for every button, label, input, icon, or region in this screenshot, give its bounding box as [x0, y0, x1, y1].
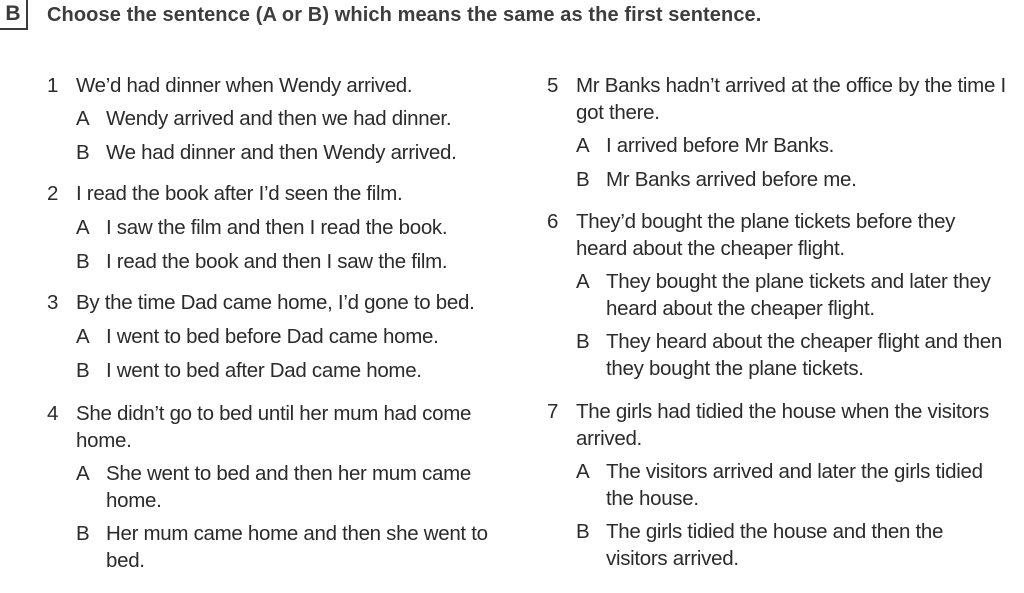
exercise-header	[0, 0, 1024, 34]
question-text: They’d bought the plane tickets before they heard about the cheaper flight.	[576, 210, 956, 260]
question-6	[547, 208, 1007, 382]
question-5	[547, 72, 1007, 193]
question-text: The girls had tidied the house when the visitors arrived.	[576, 400, 989, 450]
option-a	[576, 268, 1007, 322]
option-letter: B	[76, 250, 90, 273]
option-text: She went to bed and then her mum came home.	[106, 462, 471, 512]
question-number: 4	[47, 402, 59, 425]
question-text: I read the book after I’d seen the film.	[76, 182, 403, 205]
question-number: 1	[47, 74, 59, 97]
option-letter: A	[76, 216, 90, 239]
question-number: 5	[547, 74, 559, 97]
option-b	[576, 328, 1007, 382]
question-stem	[47, 180, 527, 207]
option-text: They bought the plane tickets and later they heard about the cheaper flight.	[606, 270, 991, 320]
option-text: I read the book and then I saw the film.	[106, 250, 448, 273]
question-2	[47, 180, 527, 275]
option-text: Mr Banks arrived before me.	[606, 168, 857, 191]
option-letter: B	[576, 520, 590, 543]
option-a	[76, 214, 527, 241]
option-b	[576, 518, 1007, 572]
option-text: The visitors arrived and later the girls tidied the house.	[606, 460, 983, 510]
question-1	[47, 72, 527, 166]
question-text: She didn’t go to bed until her mum had come home.	[76, 402, 472, 452]
option-letter: B	[576, 168, 590, 191]
option-letter: B	[76, 522, 90, 545]
option-text: I went to bed after Dad came home.	[106, 359, 422, 382]
question-3	[47, 289, 527, 384]
option-letter: A	[576, 270, 590, 293]
option-letter: A	[76, 107, 90, 130]
option-b	[76, 357, 527, 384]
question-stem	[47, 289, 527, 316]
question-text: We’d had dinner when Wendy arrived.	[76, 74, 413, 97]
option-b	[76, 248, 527, 275]
question-number: 2	[47, 182, 59, 205]
question-number: 6	[547, 210, 559, 233]
option-text: I went to bed before Dad came home.	[106, 325, 439, 348]
option-text: The girls tidied the house and then the visitors arrived.	[606, 520, 944, 570]
option-a	[576, 132, 1007, 159]
question-stem	[547, 72, 1007, 126]
left-column	[47, 72, 527, 574]
question-number: 3	[47, 291, 59, 314]
option-letter: B	[576, 330, 590, 353]
option-a	[76, 105, 527, 132]
option-letter: A	[76, 462, 90, 485]
question-number: 7	[547, 400, 559, 423]
question-text: Mr Banks hadn’t arrived at the office by the time I got there.	[576, 74, 1006, 124]
option-letter: B	[76, 141, 90, 164]
option-text: Wendy arrived and then we had dinner.	[106, 107, 452, 130]
question-stem	[47, 72, 527, 99]
instruction-text: Choose the sentence (A or B) which means the same as the first sentence.	[47, 4, 762, 26]
question-4	[47, 400, 527, 574]
option-letter: A	[576, 460, 590, 483]
option-b	[576, 166, 1007, 193]
option-a	[576, 458, 1007, 512]
option-letter: A	[76, 325, 90, 348]
right-column	[547, 72, 1007, 572]
option-b	[76, 139, 527, 166]
option-b	[76, 520, 527, 574]
question-text: By the time Dad came home, I’d gone to bed.	[76, 291, 475, 314]
option-a	[76, 460, 527, 514]
option-text: Her mum came home and then she went to bed.	[106, 522, 488, 572]
question-stem	[47, 400, 527, 454]
question-stem	[547, 398, 1007, 452]
question-7	[547, 398, 1007, 572]
question-stem	[547, 208, 1007, 262]
option-text: They heard about the cheaper flight and then they bought the plane tickets.	[606, 330, 1002, 380]
option-letter: A	[576, 134, 590, 157]
option-a	[76, 323, 527, 350]
option-text: I arrived before Mr Banks.	[606, 134, 835, 157]
option-text: I saw the film and then I read the book.	[106, 216, 448, 239]
section-label: B	[0, 0, 28, 30]
option-letter: B	[76, 359, 90, 382]
option-text: We had dinner and then Wendy arrived.	[106, 141, 457, 164]
